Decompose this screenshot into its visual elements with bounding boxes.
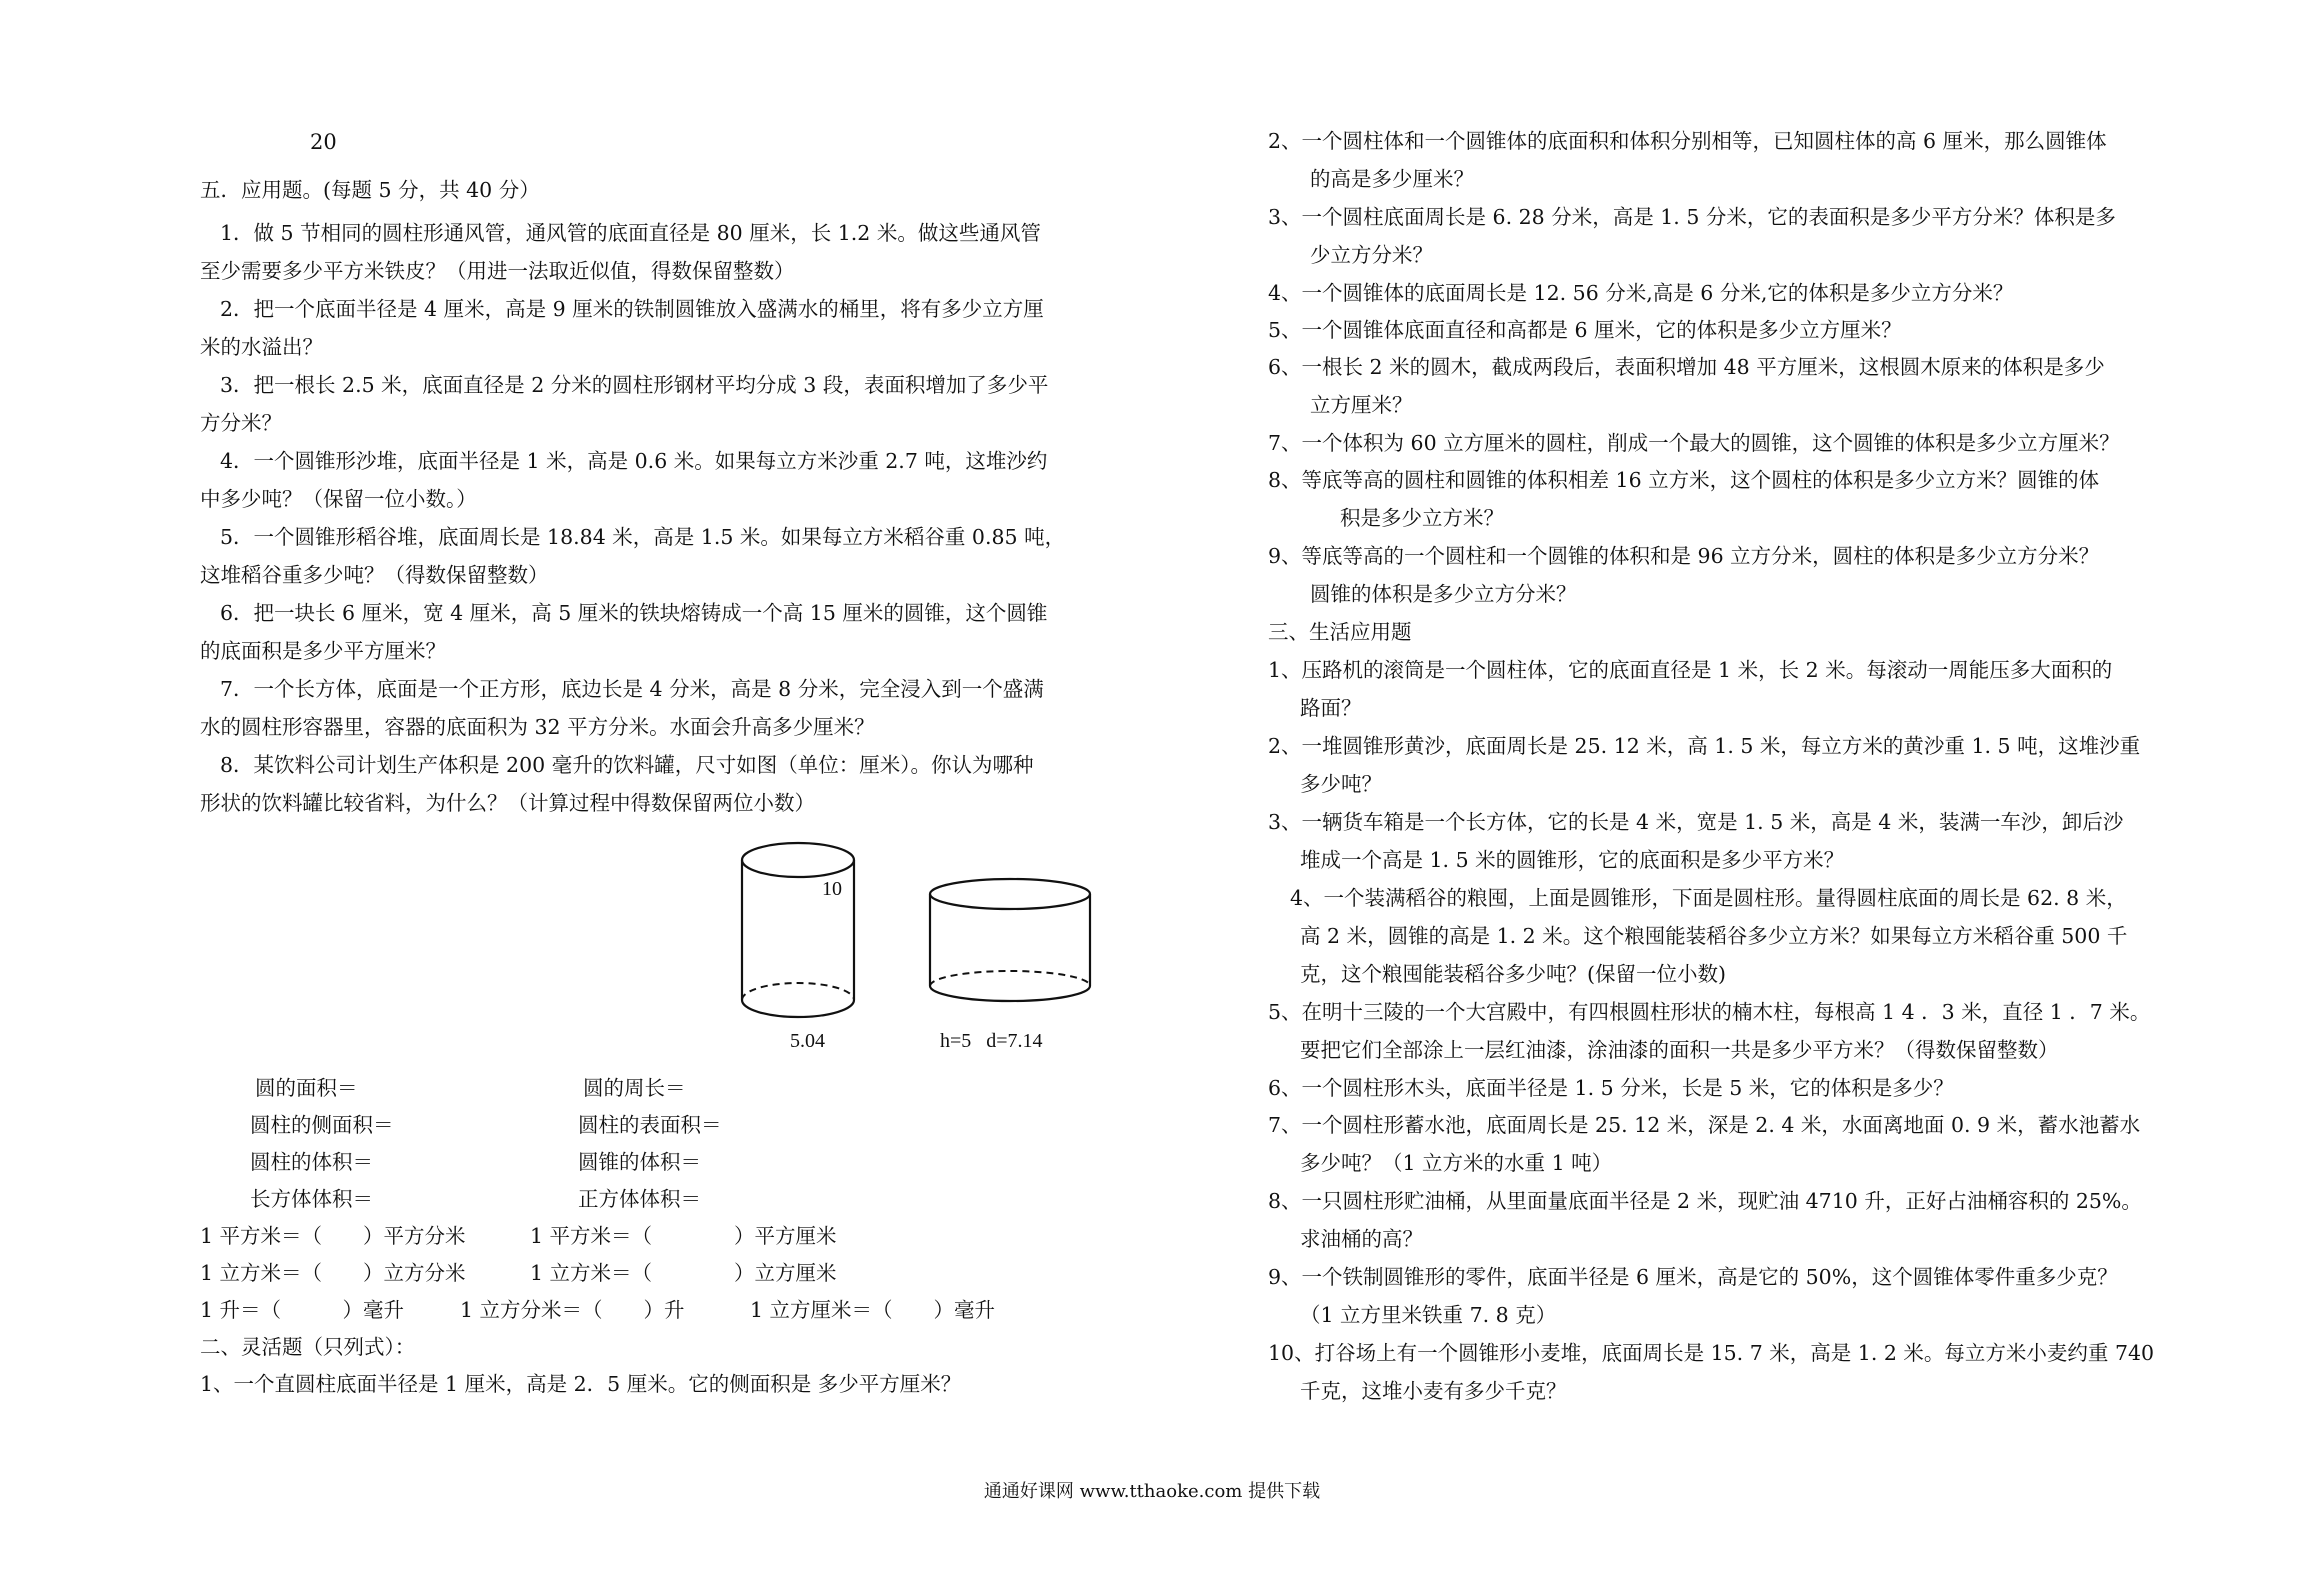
unit-conversion-1b: 1 平方米＝（ ）平方厘米 xyxy=(530,1224,837,1248)
s2-q8-line2: 积是多少立方米？ xyxy=(1340,506,1504,530)
s2-q9-line1: 9、等底等高的一个圆柱和一个圆锥的体积和是 96 立方分米，圆柱的体积是多少立方分米？ xyxy=(1268,544,2100,568)
formula-cone-volume: 圆锥的体积＝ xyxy=(578,1150,701,1174)
unit-conversion-3b: 1 立方分米＝（ ）升 xyxy=(460,1298,685,1322)
s2-q6-line2: 立方厘米？ xyxy=(1310,393,1413,417)
q3-line2: 方分米？ xyxy=(200,411,282,435)
q2-line2: 米的水溢出？ xyxy=(200,335,323,359)
unit-conversion-3c: 1 立方厘米＝（ ）毫升 xyxy=(750,1298,996,1322)
q2-line1: 2．把一个底面半径是 4 厘米，高是 9 厘米的铁制圆锥放入盛满水的桶里，将有多少立方厘 xyxy=(220,297,1044,321)
unit-conversion-2a: 1 立方米＝（ ）立方分米 xyxy=(200,1261,466,1285)
s3-q9-line1: 9、一个铁制圆锥形的零件，底面半径是 6 厘米，高是它的 50%，这个圆锥体零件重多少克？ xyxy=(1268,1265,2118,1289)
s3-q5-line1: 5、在明十三陵的一个大宫殿中，有四根圆柱形状的楠木柱，每根高 1 4 ．3 米，直径 1 ．7 米。 xyxy=(1268,1000,2151,1024)
tall-cylinder-diameter-label: 5.04 xyxy=(790,1030,825,1052)
s3-q1-line2: 路面？ xyxy=(1300,696,1362,720)
page-footer: 通通好课网 www.tthaoke.com 提供下载 xyxy=(983,1481,1321,1502)
q3-line1: 3．把一根长 2.5 米，底面直径是 2 分米的圆柱形钢材平均分成 3 段，表面积增加了多少平 xyxy=(220,373,1049,397)
s3-q9-line2: （1 立方里米铁重 7. 8 克） xyxy=(1300,1303,1557,1327)
s2-q2-line2: 的高是多少厘米？ xyxy=(1310,167,1474,191)
s3-q10-line2: 千克，这堆小麦有多少千克？ xyxy=(1300,1379,1567,1403)
q1-line1: 1．做 5 节相同的圆柱形通风管，通风管的底面直径是 80 厘米，长 1.2 米。做这些通风管 xyxy=(220,221,1041,245)
s3-q2-line2: 多少吨？ xyxy=(1300,772,1382,796)
s3-q8-line2: 求油桶的高？ xyxy=(1300,1227,1423,1251)
s3-q10-line1: 10、打谷场上有一个圆锥形小麦堆，底面周长是 15. 7 米，高是 1. 2 米。每立方米小麦约重 740 xyxy=(1268,1341,2155,1365)
s3-q6: 6、一个圆柱形木头，底面半径是 1. 5 分米，长是 5 米，它的体积是多少？ xyxy=(1268,1076,1954,1100)
formula-cube-volume: 正方体体积＝ xyxy=(578,1187,701,1211)
s2-q9-line2: 圆锥的体积是多少立方分米？ xyxy=(1310,582,1577,606)
q7-line2: 水的圆柱形容器里，容器的底面积为 32 平方分米。水面会升高多少厘米？ xyxy=(200,715,875,739)
formula-circle-area: 圆的面积＝ xyxy=(255,1076,358,1100)
unit-conversion-1a: 1 平方米＝（ ）平方分米 xyxy=(200,1224,466,1248)
section-5-title: 五．应用题。(每题 5 分，共 40 分） xyxy=(200,178,540,202)
s3-q5-line2: 要把它们全部涂上一层红油漆，涂油漆的面积一共是多少平方米？（得数保留整数） xyxy=(1300,1038,2059,1062)
short-cylinder xyxy=(930,879,1090,1001)
q1-line2: 至少需要多少平方米铁皮？（用进一法取近似值，得数保留整数） xyxy=(200,259,795,283)
s2-q2-line1: 2、一个圆柱体和一个圆锥体的底面积和体积分别相等，已知圆柱体的高 6 厘米，那么圆锥体 xyxy=(1268,129,2107,153)
s3-q3-line2: 堆成一个高是 1. 5 米的圆锥形，它的底面积是多少平方米？ xyxy=(1300,848,1845,872)
s2-q3-line2: 少立方分米？ xyxy=(1310,243,1433,267)
q8-line2: 形状的饮料罐比较省料，为什么？（计算过程中得数保留两位小数） xyxy=(200,791,815,815)
unit-conversion-3a: 1 升＝（ ）毫升 xyxy=(200,1298,405,1322)
formula-cuboid-volume: 长方体体积＝ xyxy=(250,1187,373,1211)
cylinder-figure xyxy=(730,830,1110,1060)
s2-q4: 4、一个圆锥体的底面周长是 12. 56 分米,高是 6 分米,它的体积是多少立方分米？ xyxy=(1268,281,2014,305)
tall-cylinder-height-label: 10 xyxy=(822,878,842,900)
formula-circle-perimeter: 圆的周长＝ xyxy=(583,1076,686,1100)
unit-conversion-2b: 1 立方米＝（ ）立方厘米 xyxy=(530,1261,837,1285)
q7-line1: 7．一个长方体，底面是一个正方形，底边长是 4 分米，高是 8 分米，完全浸入到一个盛满 xyxy=(220,677,1044,701)
page-number: 20 xyxy=(310,130,337,154)
s2-q6-line1: 6、一根长 2 米的圆木，截成两段后，表面积增加 48 平方厘米，这根圆木原来的体积是多少 xyxy=(1268,355,2105,379)
q5-line2: 这堆稻谷重多少吨？（得数保留整数） xyxy=(200,563,549,587)
formula-cylinder-volume: 圆柱的体积＝ xyxy=(250,1150,373,1174)
q8-line1: 8．某饮料公司计划生产体积是 200 毫升的饮料罐，尺寸如图（单位：厘米）。你认为哪种 xyxy=(220,753,1034,777)
s2-q8-line1: 8、等底等高的圆柱和圆锥的体积相差 16 立方米，这个圆柱的体积是多少立方米？圆锥的体 xyxy=(1268,468,2100,492)
section-2-title: 二、灵活题（只列式）： xyxy=(200,1335,416,1359)
q6-line2: 的底面积是多少平方厘米？ xyxy=(200,639,446,663)
s3-q2-line1: 2、一堆圆锥形黄沙，底面周长是 25. 12 米，高 1. 5 米，每立方米的黄沙重 1. 5 吨，这堆沙重 xyxy=(1268,734,2141,758)
formula-cylinder-lateral: 圆柱的侧面积＝ xyxy=(250,1113,394,1137)
s3-q1-line1: 1、压路机的滚筒是一个圆柱体，它的底面直径是 1 米，长 2 米。每滚动一周能压多大面积的 xyxy=(1268,658,2113,682)
s3-q7-line2: 多少吨？（1 立方米的水重 1 吨） xyxy=(1300,1151,1613,1175)
s3-q8-line1: 8、一只圆柱形贮油桶，从里面量底面半径是 2 米，现贮油 4710 升，正好占油桶容积的 25%。 xyxy=(1268,1189,2142,1213)
s2-q3-line1: 3、一个圆柱底面周长是 6. 28 分米，高是 1. 5 分米，它的表面积是多少平方分米？体积是多 xyxy=(1268,205,2116,229)
q4-line1: 4．一个圆锥形沙堆，底面半径是 1 米，高是 0.6 米。如果每立方米沙重 2.7 吨，这堆沙约 xyxy=(220,449,1048,473)
s3-q4-line1: 4、一个装满稻谷的粮囤，上面是圆锥形，下面是圆柱形。量得圆柱底面的周长是 62. 8 米， xyxy=(1290,886,2127,910)
s3-q4-line2: 高 2 米，圆锥的高是 1. 2 米。这个粮囤能装稻谷多少立方米？如果每立方米稻谷重 500 千 xyxy=(1300,924,2128,948)
q4-line2: 中多少吨？（保留一位小数。） xyxy=(200,487,477,511)
s3-q4-line3: 克，这个粮囤能装稻谷多少吨？(保留一位小数) xyxy=(1300,962,1726,986)
q6-line1: 6．把一块长 6 厘米，宽 4 厘米，高 5 厘米的铁块熔铸成一个高 15 厘米的圆锥，这个圆锥 xyxy=(220,601,1048,625)
s2-q5: 5、一个圆锥体底面直径和高都是 6 厘米，它的体积是多少立方厘米？ xyxy=(1268,318,1902,342)
tall-cylinder xyxy=(742,843,854,1017)
s2-q1: 1、一个直圆柱底面半径是 1 厘米，高是 2．5 厘米。它的侧面积是 多少平方厘米？ xyxy=(200,1372,962,1396)
q5-line1: 5．一个圆锥形稻谷堆，底面周长是 18.84 米，高是 1.5 米。如果每立方米稻谷重 0.85 吨， xyxy=(220,525,1066,549)
s2-q7: 7、一个体积为 60 立方厘米的圆柱，削成一个最大的圆锥，这个圆锥的体积是多少立方厘米？ xyxy=(1268,431,2120,455)
section-3-title: 三、生活应用题 xyxy=(1268,620,1412,644)
short-cylinder-dims-label: h=5 d=7.14 xyxy=(940,1030,1043,1052)
formula-cylinder-surface: 圆柱的表面积＝ xyxy=(578,1113,722,1137)
s3-q7-line1: 7、一个圆柱形蓄水池，底面周长是 25. 12 米，深是 2. 4 米，水面离地面 0. 9 米，蓄水池蓄水 xyxy=(1268,1113,2141,1137)
s3-q3-line1: 3、一辆货车箱是一个长方体，它的长是 4 米，宽是 1. 5 米，高是 4 米，装满一车沙，卸后沙 xyxy=(1268,810,2124,834)
